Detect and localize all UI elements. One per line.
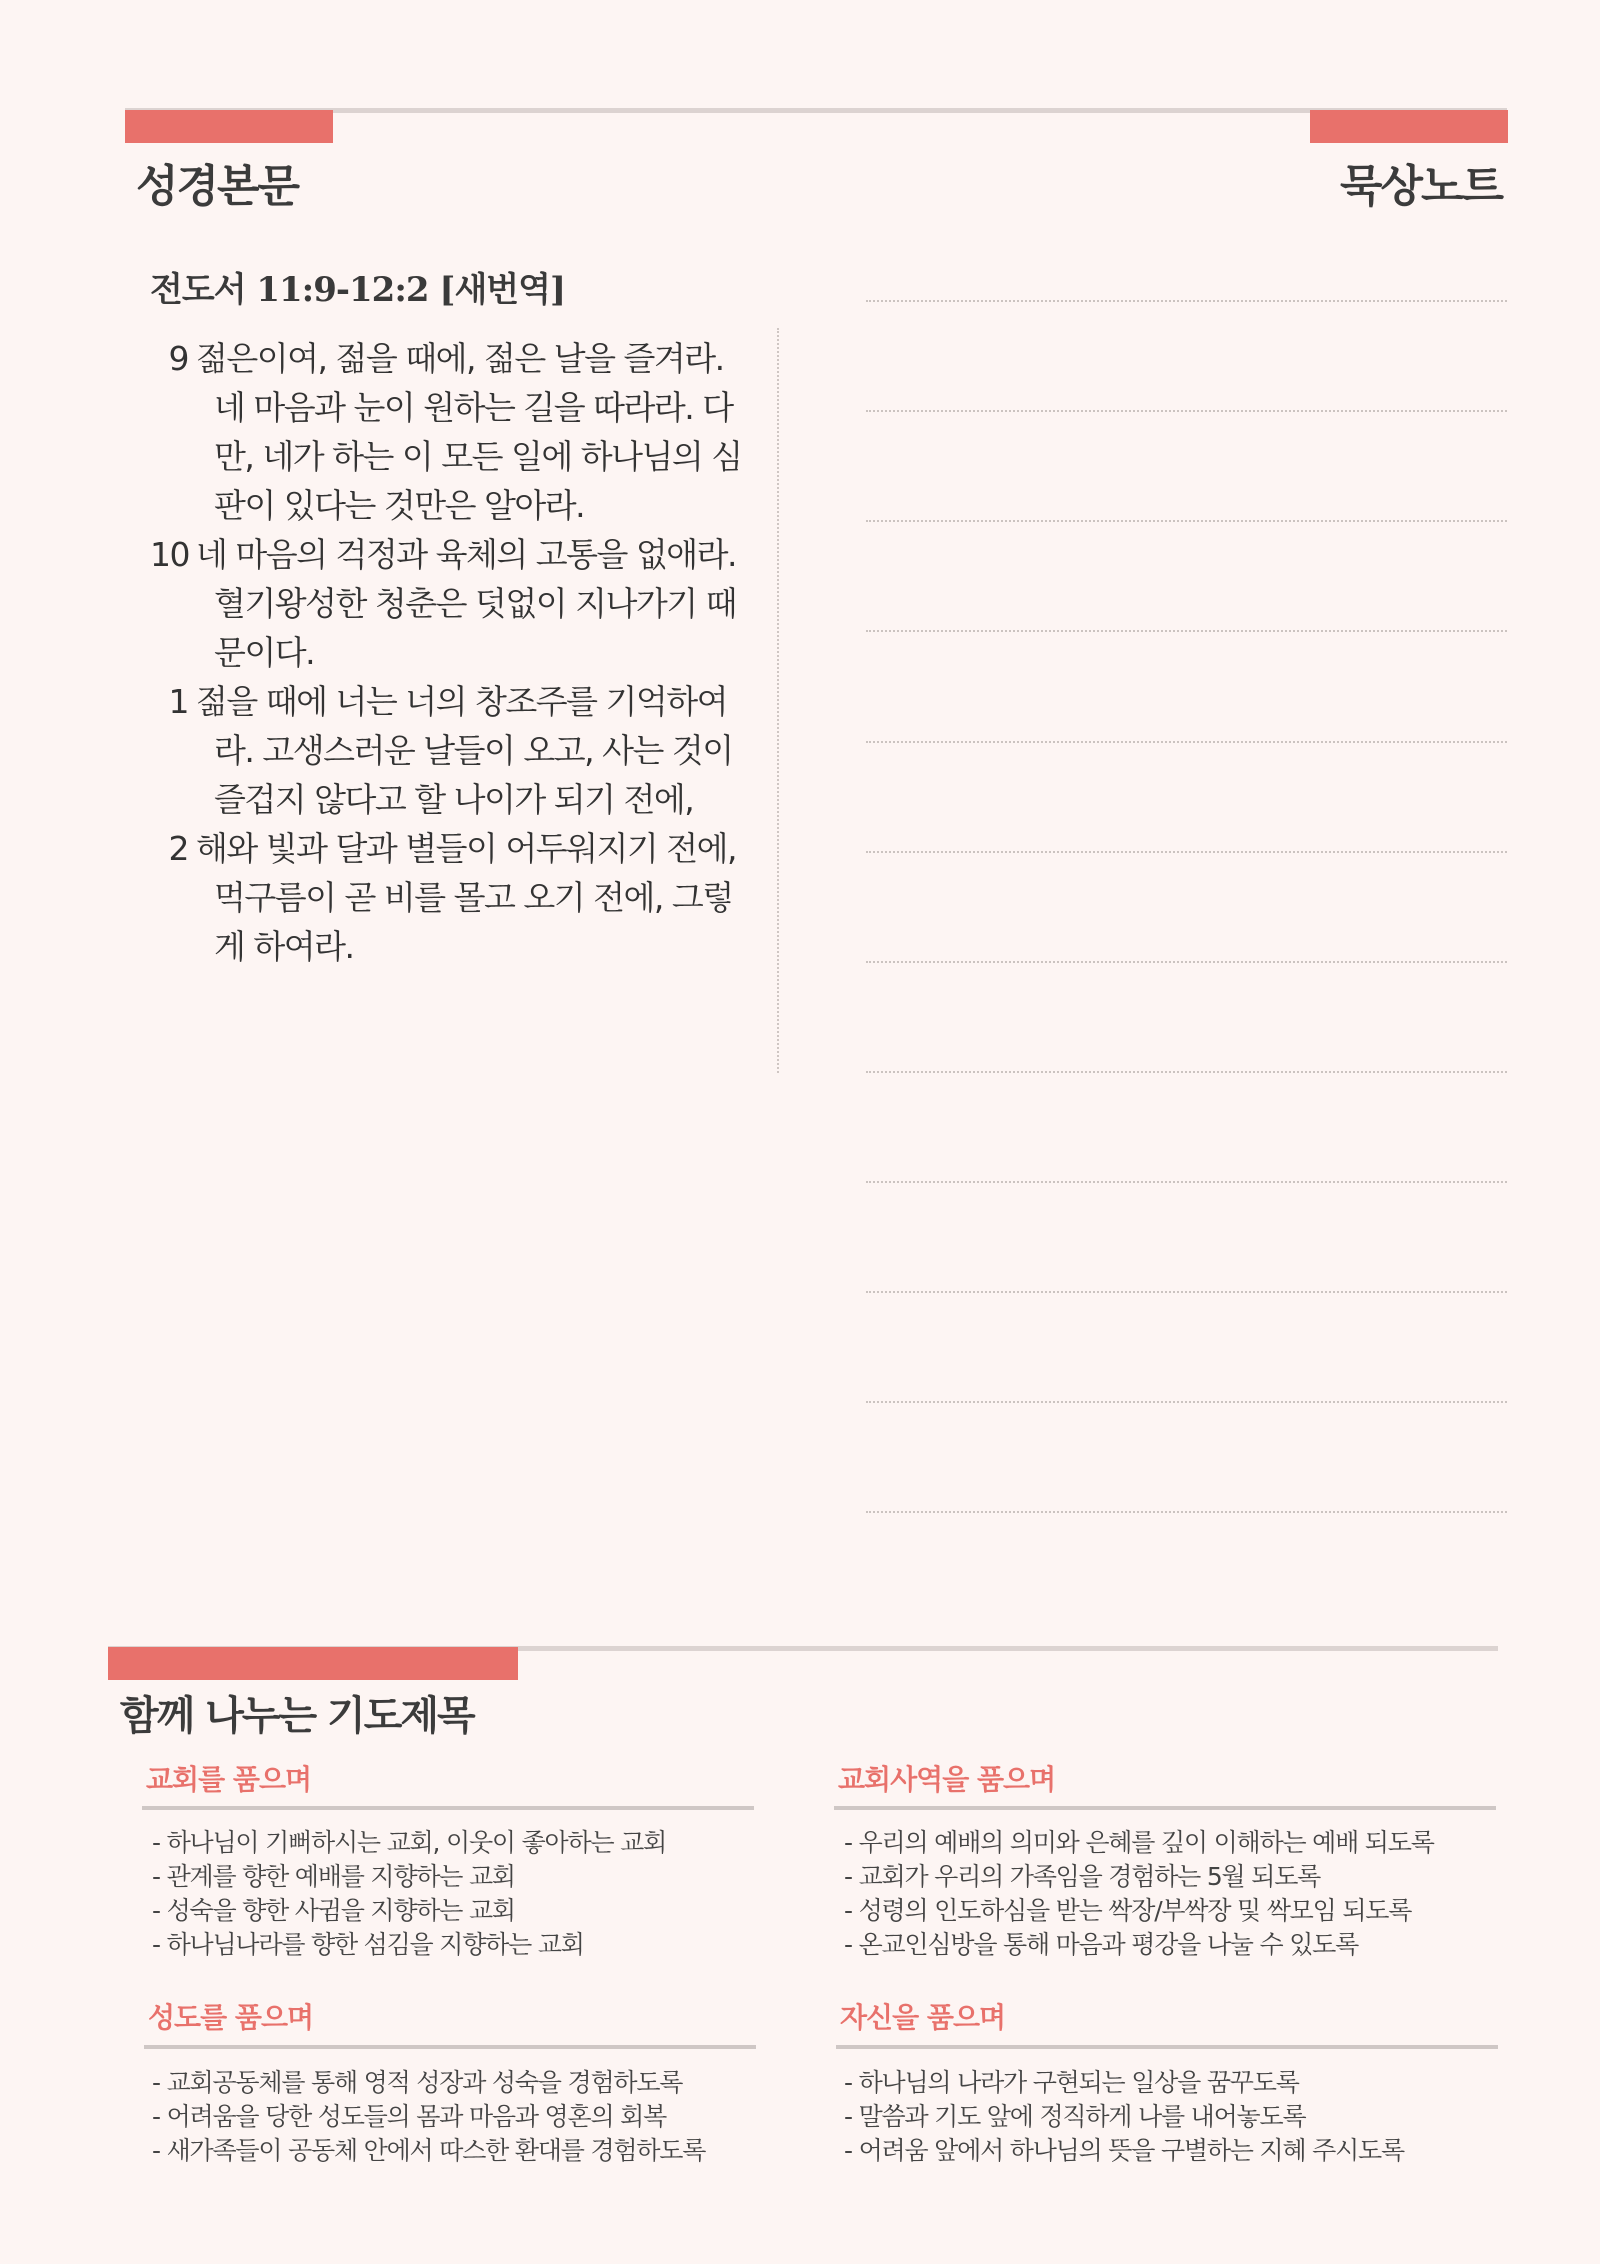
verse-line: 젊을 때에 너는 너의 창조주를 기억하여 [196, 682, 727, 721]
prayer-item: - 온교인심방을 통해 마음과 평강을 나눌 수 있도록 [844, 1930, 1359, 1959]
prayer-list-church [152, 1826, 666, 1962]
verse-line: 만, 네가 하는 이 모든 일에 하나님의 심 [214, 437, 742, 476]
prayer-list-ministry [844, 1826, 1434, 1962]
note-line [866, 961, 1507, 963]
verse-1 [150, 677, 750, 824]
verse-number: 10 [150, 535, 189, 574]
prayer-category-church: 교회를 품으며 [146, 1763, 312, 1796]
verse-number: 1 [168, 682, 188, 721]
prayer-item: - 성숙을 향한 사귐을 지향하는 교회 [152, 1896, 515, 1925]
prayer-category-rule [144, 2045, 756, 2049]
prayer-list-members [152, 2066, 705, 2168]
prayer-item: - 성령의 인도하심을 받는 싹장/부싹장 및 싹모임 되도록 [844, 1896, 1412, 1925]
prayer-category-rule [142, 1806, 754, 1810]
prayer-title: 함께 나누는 기도제목 [120, 1693, 474, 1739]
note-line [866, 1401, 1507, 1403]
verse-9 [150, 334, 750, 530]
verse-number: 9 [168, 339, 188, 378]
note-line [866, 300, 1507, 302]
verse-10 [150, 530, 750, 677]
note-line [866, 1071, 1507, 1073]
note-line [866, 1511, 1507, 1513]
prayer-item: - 하나님나라를 향한 섬김을 지향하는 교회 [152, 1930, 584, 1959]
note-line [866, 1181, 1507, 1183]
prayer-item: - 관계를 향한 예배를 지향하는 교회 [152, 1862, 515, 1891]
verse-line: 먹구름이 곧 비를 몰고 오기 전에, 그렇 [214, 878, 733, 917]
scripture-accent-bar [125, 110, 333, 143]
meditation-title: 묵상노트 [1339, 161, 1502, 212]
verse-2 [150, 824, 750, 971]
verse-line: 라. 고생스러운 날들이 오고, 사는 것이 [214, 731, 733, 770]
note-line [866, 520, 1507, 522]
prayer-item: - 교회공동체를 통해 영적 성장과 성숙을 경험하도록 [152, 2068, 683, 2097]
verse-line: 네 마음과 눈이 원하는 길을 따라라. 다 [214, 388, 733, 427]
column-divider [777, 328, 779, 1073]
scripture-verses [150, 334, 750, 971]
verse-line: 즐겁지 않다고 할 나이가 되기 전에, [214, 780, 694, 819]
prayer-item: - 말씀과 기도 앞에 정직하게 나를 내어놓도록 [844, 2102, 1306, 2131]
note-line [866, 741, 1507, 743]
prayer-category-rule [836, 2045, 1498, 2049]
note-line [866, 851, 1507, 853]
prayer-item: - 하나님이 기뻐하시는 교회, 이웃이 좋아하는 교회 [152, 1828, 667, 1857]
prayer-list-self [844, 2066, 1404, 2168]
prayer-item: - 교회가 우리의 가족임을 경험하는 5월 되도록 [844, 1862, 1321, 1891]
prayer-category-self: 자신을 품으며 [840, 2001, 1006, 2034]
prayer-item: - 하나님의 나라가 구현되는 일상을 꿈꾸도록 [844, 2068, 1299, 2097]
prayer-category-ministry: 교회사역을 품으며 [838, 1763, 1056, 1796]
note-line [866, 1291, 1507, 1293]
prayer-item: - 우리의 예배의 의미와 은혜를 깊이 이해하는 예배 되도록 [844, 1828, 1434, 1857]
verse-line: 네 마음의 걱정과 육체의 고통을 없애라. [196, 535, 736, 574]
scripture-title: 성경본문 [136, 161, 299, 212]
verse-line: 해와 빛과 달과 별들이 어두워지기 전에, [196, 829, 736, 868]
verse-line: 게 하여라. [214, 927, 354, 966]
note-line [866, 410, 1507, 412]
prayer-item: - 어려움 앞에서 하나님의 뜻을 구별하는 지혜 주시도록 [844, 2136, 1404, 2165]
prayer-item: - 어려움을 당한 성도들의 몸과 마음과 영혼의 회복 [152, 2102, 667, 2131]
scripture-reference: 전도서 11:9-12:2 [새번역] [150, 270, 566, 310]
verse-line: 젊은이여, 젊을 때에, 젊은 날을 즐겨라. [196, 339, 724, 378]
verse-line: 혈기왕성한 청춘은 덧없이 지나가기 때 [214, 584, 737, 623]
verse-number: 2 [168, 829, 188, 868]
note-line [866, 630, 1507, 632]
prayer-category-rule [834, 1806, 1496, 1810]
prayer-accent-bar [108, 1647, 518, 1680]
prayer-item: - 새가족들이 공동체 안에서 따스한 환대를 경험하도록 [152, 2136, 706, 2165]
prayer-category-members: 성도를 품으며 [148, 2001, 314, 2034]
verse-line: 문이다. [214, 633, 315, 672]
meditation-accent-bar [1310, 110, 1508, 143]
verse-line: 판이 있다는 것만은 알아라. [214, 486, 585, 525]
